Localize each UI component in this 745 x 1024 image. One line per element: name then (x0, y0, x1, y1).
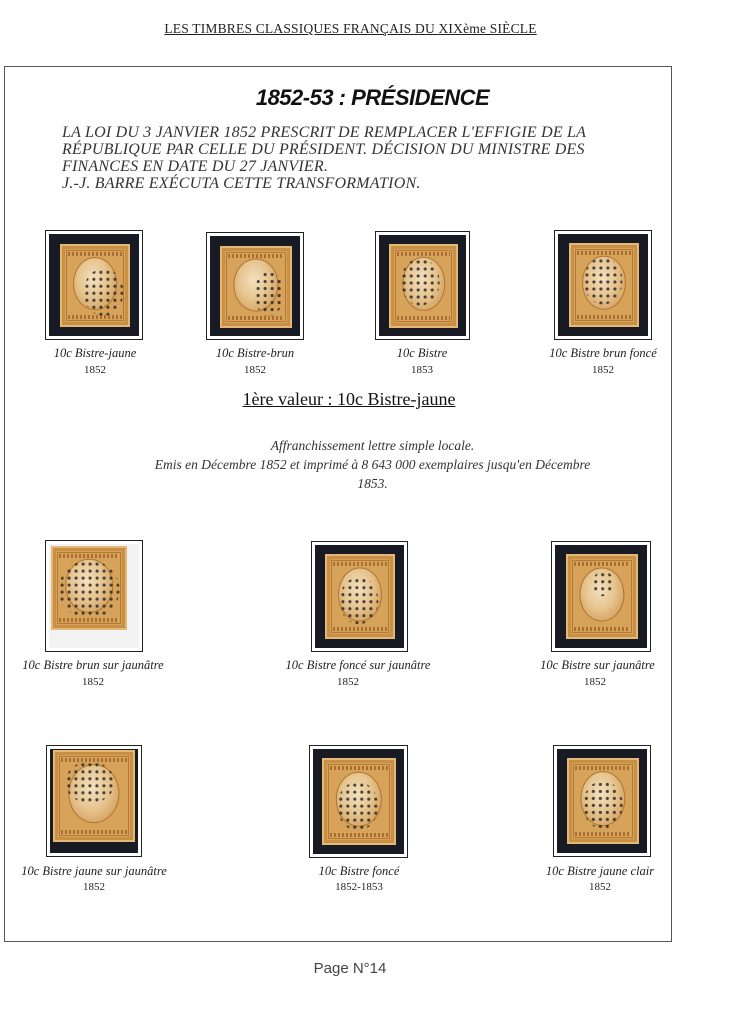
section-subtitle: 1ère valeur : 10c Bistre-jaune (242, 389, 456, 409)
page-title: 1852-53 : PRÉSIDENCE (255, 85, 490, 110)
description-line: Affranchissement lettre simple locale. (270, 438, 475, 453)
stamp-caption: 10c Bistre-brun (215, 346, 295, 360)
stamp-image (569, 243, 639, 327)
intro-line: FINANCES EN DATE DU 27 JANVIER. (62, 158, 329, 175)
stamp-mount[interactable] (554, 230, 652, 340)
page-number: Page N°14 (313, 960, 387, 977)
stamp-mount[interactable] (46, 745, 142, 857)
album-header: LES TIMBRES CLASSIQUES FRANÇAIS DU XIXème SIÈCLE (164, 21, 537, 36)
stamp-year: 1852 (83, 881, 105, 893)
intro-line: J.-J. BARRE EXÉCUTA CETTE TRANSFORMATION. (62, 175, 421, 192)
stamp-year: 1852-1853 (335, 881, 383, 893)
stamp-image (566, 554, 638, 639)
description-line: Emis en Décembre 1852 et imprimé à 8 643 000 exemplaires jusqu'en Décembre (154, 457, 591, 472)
stamp-year: 1853 (411, 364, 433, 376)
stamp-year: 1852 (589, 881, 611, 893)
stamp-image (53, 750, 135, 842)
stamp-caption: 10c Bistre-jaune (53, 346, 137, 360)
stamp-mount[interactable] (375, 231, 470, 340)
stamp-caption: 10c Bistre jaune clair (545, 864, 655, 878)
stamp-mount[interactable] (309, 745, 408, 858)
stamp-image (60, 244, 130, 327)
stamp-mount[interactable] (311, 541, 408, 652)
stamp-caption: 10c Bistre (396, 346, 448, 360)
stamp-mount[interactable] (45, 230, 143, 340)
stamp-caption: 10c Bistre jaune sur jaunâtre (21, 864, 167, 878)
section-description (0, 436, 745, 493)
stamp-mount[interactable] (206, 232, 304, 340)
stamp-image (325, 554, 395, 639)
stamp-caption: 10c Bistre foncé (318, 864, 400, 878)
stamp-mount[interactable] (553, 745, 651, 857)
stamp-image (220, 246, 292, 328)
stamp-image (567, 758, 639, 844)
stamp-caption: 10c Bistre brun sur jaunâtre (22, 658, 164, 672)
stamp-image (322, 758, 396, 845)
intro-text (62, 124, 662, 192)
stamp-image (51, 546, 127, 630)
stamp-year: 1852 (337, 676, 359, 688)
stamp-year: 1852 (592, 364, 614, 376)
stamp-image (389, 244, 458, 328)
stamp-caption: 10c Bistre brun foncé (549, 346, 657, 360)
stamp-mount[interactable] (45, 540, 143, 652)
intro-line: LA LOI DU 3 JANVIER 1852 PRESCRIT DE REMPLACER L'EFFIGIE DE LA (62, 124, 587, 141)
stamp-year: 1852 (244, 364, 266, 376)
description-line: 1853. (357, 476, 388, 491)
stamp-year: 1852 (584, 676, 606, 688)
stamp-year: 1852 (82, 676, 104, 688)
stamp-caption: 10c Bistre sur jaunâtre (540, 658, 655, 672)
stamp-year: 1852 (84, 364, 106, 376)
stamp-mount[interactable] (551, 541, 651, 652)
intro-line: RÉPUBLIQUE PAR CELLE DU PRÉSIDENT. DÉCISION DU MINISTRE DES (62, 141, 585, 158)
stamp-caption: 10c Bistre foncé sur jaunâtre (285, 658, 431, 672)
